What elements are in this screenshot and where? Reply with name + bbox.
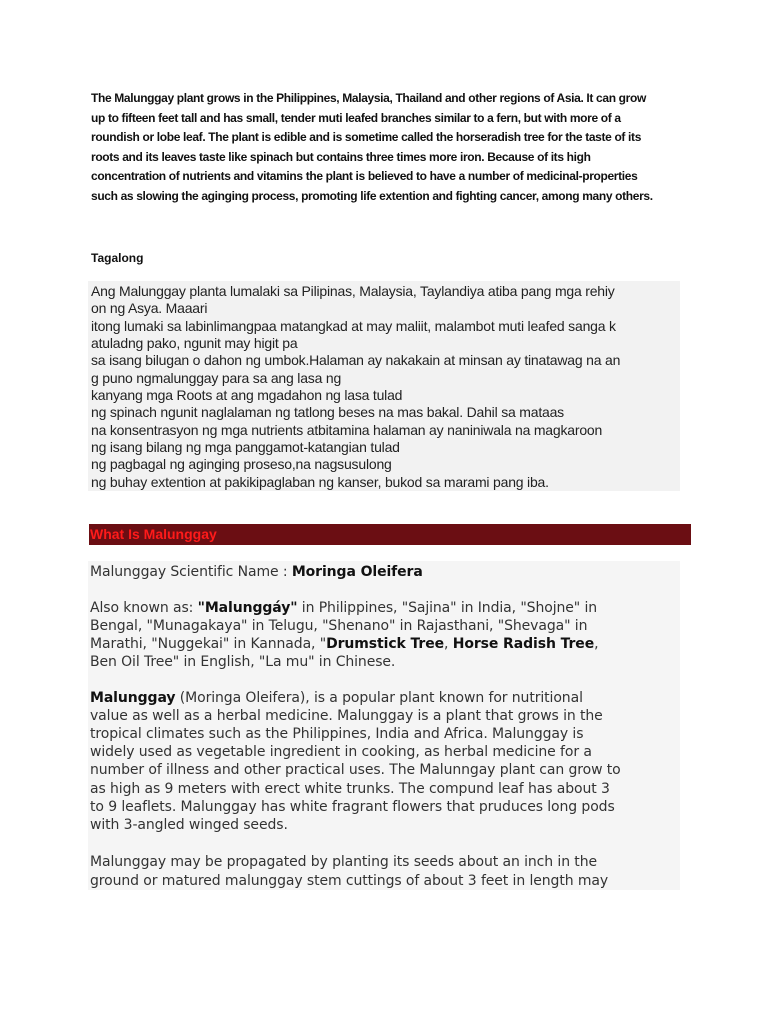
aka-line — [90, 635, 598, 653]
description-line: with 3-angled winged seeds. — [90, 817, 288, 833]
tagalog-line: atuladng pako, ngunit may higit pa — [91, 335, 298, 351]
tagalog-line: ng isang bilang ng mga panggamot-katangian tulad — [91, 439, 400, 455]
aka-bold: "Malunggáy" — [197, 600, 298, 616]
description-text: (Moringa Oleifera), is a popular plant known for nutritional — [175, 690, 583, 706]
aka-text: , — [594, 636, 599, 652]
aka-line — [90, 599, 597, 617]
tagalog-line: kanyang mga Roots at ang mgadahon ng lasa tulad — [91, 387, 403, 403]
aka-line: Bengal, "Munagakaya" in Telugu, "Shenano" in Rajasthani, "Shevaga" in — [90, 618, 588, 634]
description-line: as high as 9 meters with erect white trunks. The compund leaf has about 3 — [90, 781, 610, 797]
section-header-bar — [78, 524, 691, 545]
description-line: widely used as vegetable ingredient in cooking, as herbal medicine for a — [90, 744, 592, 760]
description-bold: Malunggay — [90, 690, 176, 706]
tagalog-line: sa isang bilugan o dahon ng umbok.Halaman ay nakakain at minsan ay tinatawag na an — [91, 352, 621, 368]
scientific-name-value: Moringa Oleifera — [291, 564, 423, 580]
tagalog-line: ng pagbagal ng aginging proseso,na nagsusulong — [91, 456, 392, 472]
tagalog-translation-block — [88, 281, 680, 491]
aka-text: Also known as: — [90, 600, 198, 616]
intro-line: roundish or lobe leaf. The plant is edible and is sometime called the horseradish tree for the taste of its — [91, 130, 642, 144]
tagalog-line: Ang Malunggay planta lumalaki sa Pilipinas, Malaysia, Taylandiya atiba pang mga rehiy — [91, 283, 615, 299]
tagalog-line: on ng Asya. Maaari — [91, 300, 208, 316]
intro-line: such as slowing the aginging process, promoting life extention and fighting cancer, among many others. — [91, 188, 653, 203]
intro-line: concentration of nutrients and vitamins the plant is believed to have a number of medicinal-properties — [91, 169, 638, 183]
tagalog-line: na konsentrasyon ng mga nutrients atbitamina halaman ay naniniwala na magkaroon — [91, 422, 603, 438]
intro-line: up to fifteen feet tall and has small, tender muti leafed branches similar to a fern, but with more of a — [91, 110, 621, 125]
scientific-name-label: Malunggay Scientific Name : — [90, 564, 292, 580]
description-line: to 9 leaflets. Malunggay has white fragrant flowers that pruduces long pods — [90, 799, 615, 815]
tagalog-line: ng buhay extention at pakikipaglaban ng kanser, bukod sa marami pang iba. — [91, 474, 549, 490]
tagalog-line: ng spinach ngunit naglalaman ng tatlong beses na mas bakal. Dahil sa mataas — [91, 404, 564, 420]
intro-paragraph — [91, 89, 691, 206]
aka-text: Marathi, "Nuggekai" in Kannada, " — [90, 636, 327, 652]
malunggay-info-block — [88, 561, 680, 890]
aka-bold: Drumstick Tree — [326, 636, 445, 652]
propagation-line: Malunggay may be propagated by planting its seeds about an inch in the — [90, 854, 597, 870]
tagalog-heading: Tagalong — [91, 251, 144, 265]
aka-line: Ben Oil Tree" in English, "La mu" in Chinese. — [90, 654, 396, 670]
tagalog-line: g puno ngmalunggay para sa ang lasa ng — [91, 370, 342, 386]
tagalog-line: itong lumaki sa labinlimangpaa matangkad at may maliit, malambot muti leafed sanga k — [91, 318, 616, 334]
intro-line: The Malunggay plant grows in the Philippines, Malaysia, Thailand and other regions of Asia. It can grow — [91, 91, 646, 105]
aka-text: in Philippines, "Sajina" in India, "Shojne" in — [297, 600, 598, 616]
propagation-line: ground or matured malunggay stem cuttings of about 3 feet in length may — [90, 873, 609, 889]
description-line: number of illness and other practical uses. The Malunngay plant can grow to — [90, 762, 621, 778]
aka-text: , — [444, 636, 453, 652]
aka-bold: Horse Radish Tree — [452, 636, 595, 652]
description-line — [90, 689, 583, 707]
description-line: tropical climates such as the Philippines, India and Africa. Malunggay is — [90, 726, 584, 742]
scientific-name-line — [90, 563, 423, 581]
section-header-notch — [78, 524, 89, 545]
description-line: value as well as a herbal medicine. Malunggay is a plant that grows in the — [90, 708, 603, 724]
section-title: What Is Malunggay — [90, 526, 217, 542]
intro-line: roots and its leaves taste like spinach but contains three times more iron. Because of its high — [91, 149, 591, 164]
